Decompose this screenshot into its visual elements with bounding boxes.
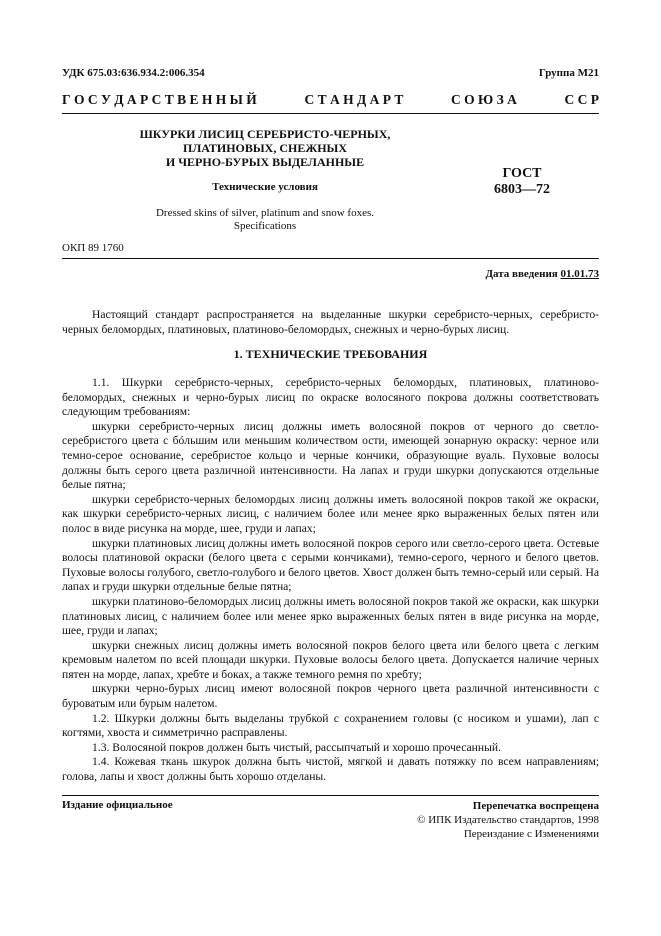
introduction-date [485, 268, 599, 280]
intro-paragraph [62, 308, 599, 337]
paragraph: Настоящий стандарт распространяется на выделанные шкурки серебристо-черных, серебристо-черных беломордых, платиновых, платиново-беломордых, снежных и черно-бурых лисиц. [62, 308, 599, 336]
paragraph: шкурки снежных лисиц должны иметь волосяной покров белого цвета или белого цвета с легким кремовым налетом по всей площади шкурки. Пуховые волосы белого цвета. Допускается наличие черных пятен на морде, лапах, хребте и боках, а также темного ремня по хребту; [62, 638, 599, 681]
paragraph: 1.1. Шкурки серебристо-черных, серебристо-черных беломордых, платиновых, платиново-беломордых, снежных и черно-бурых лисиц по окраске волосяного покрова должны соответствовать следующим требованиям: [62, 376, 599, 419]
title-line: ШКУРКИ ЛИСИЦ СЕРЕБРИСТО-ЧЕРНЫХ, [139, 127, 391, 141]
english-title-line: Dressed skins of silver, platinum and snow foxes. [155, 207, 374, 219]
banner-word: Г О С У Д А Р С Т В Е Н Н Ы Й [62, 92, 257, 107]
title-line: ПЛАТИНОВЫХ, СНЕЖНЫХ [183, 141, 347, 155]
gost-label: ГОСТ [502, 166, 542, 181]
english-title-line: Specifications [233, 220, 297, 232]
state-standard-banner [62, 92, 599, 108]
reprint-prohibited: Перепечатка воспрещена [472, 800, 599, 812]
document-subtitle: Технические условия [212, 181, 318, 193]
requirements-body [62, 376, 599, 785]
copyright-line: © ИПК Издательство стандартов, 1998 [417, 814, 599, 826]
header-divider [62, 113, 599, 114]
section-heading: 1. ТЕХНИЧЕСКИЕ ТРЕБОВАНИЯ [233, 347, 428, 361]
copyright-block [417, 799, 599, 841]
date-value: 01.01.73 [560, 268, 599, 280]
paragraph: шкурки черно-бурых лисиц имеют волосяной покров черного цвета различной интенсивности с буроватым или бурым налетом. [62, 682, 599, 711]
group-code: Группа М21 [538, 67, 599, 79]
paragraph: 1.3. Волосяной покров должен быть чистый, рассыпчатый и хорошо прочесанный. [92, 740, 501, 754]
date-label: Дата введения [485, 268, 558, 280]
paragraph: 1.4. Кожевая ткань шкурок должна быть чистой, мягкой и давать потяжку по всем направлениям; голова, лапы и хвост должны быть хорошо отделаны. [62, 755, 599, 784]
footer-divider [62, 795, 599, 796]
paragraph: шкурки серебристо-черных лисиц должны иметь волосяной покров от черного до светло-серебристого цвета с бóльшим или меньшим количеством ости, имеющей зонарную окраску: черное или темно-серое основание, серебристое кольцо и черные кончики, образующие вуаль. Пуховые волосы должны быть серого цвета различной интенсивности. На лапах и груди шкурки допускаются отдельные белые пятна; [62, 419, 599, 492]
document-title [110, 127, 420, 169]
banner-word: С О Ю З А [451, 92, 517, 107]
paragraph: шкурки платиновых лисиц должны иметь волосяной покров серого или светло-серого цвета. Остевые волосы платиновой окраски (белого цвета с серыми кончиками), темно-серого, черного и белого цветов. Пуховые волосы голубого, светло-голубого и белого цветов. Хвост должен быть темно-серый или серый. На лапах и груди шкурки отдельные белые пятна; [62, 536, 599, 594]
english-title [110, 207, 420, 233]
title-line: И ЧЕРНО-БУРЫХ ВЫДЕЛАННЫЕ [165, 155, 365, 169]
gost-designation [462, 166, 582, 198]
paragraph: шкурки платиново-беломордых лисиц должны иметь волосяной покров такой же окраски, как шкурки платиновых лисиц, с наличием более или менее ярко выраженных белых пятен в виде рисунка на морде, шее, груди и лапах; [62, 594, 599, 638]
banner-word: С Т А Н Д А Р Т [304, 92, 404, 107]
banner-word: С С Р [564, 92, 599, 107]
reissue-line: Переиздание с Изменениями [463, 828, 599, 840]
paragraph: шкурки серебристо-черных беломордых лисиц должны иметь волосяной покров такой же окраски, как шкурки серебристо-черных лисиц, с наличием более или менее ярко выраженных белых пятен или полос в виде рисунка на морде, шее, груди и лапах; [62, 492, 599, 535]
official-edition-note: Издание официальное [62, 799, 173, 811]
okp-code: ОКП 89 1760 [62, 242, 124, 254]
okp-divider [62, 258, 599, 259]
paragraph: 1.2. Шкурки должны быть выделаны трубкой с сохранением головы (с носиком и ушами), лап с когтями, хвоста и симметрично расправлены. [62, 711, 599, 740]
udk-code: УДК 675.03:636.934.2:006.354 [62, 67, 205, 79]
gost-number: 6803—72 [494, 182, 550, 197]
